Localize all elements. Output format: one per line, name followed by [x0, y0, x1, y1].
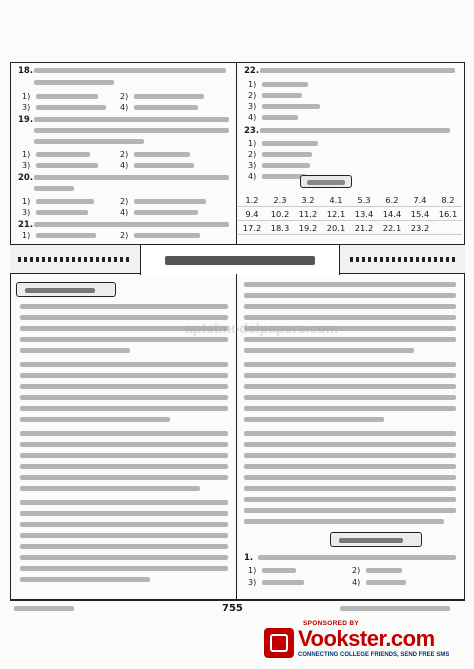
- option-text: [134, 233, 200, 238]
- body-text-line: [20, 500, 228, 505]
- sponsor-tagline: CONNECTING COLLEGE FRIENDS, SEND FREE SMS: [298, 652, 450, 658]
- option-text: [366, 580, 406, 585]
- body-text-line: [244, 282, 456, 287]
- body-text-line: [244, 417, 384, 422]
- body-text-line: [20, 304, 228, 309]
- answer-key: [238, 185, 462, 237]
- option-text: [262, 115, 298, 120]
- option-label: 1): [248, 566, 257, 575]
- body-text-line: [244, 304, 456, 309]
- body-text-line: [20, 566, 228, 571]
- vookster-logo-icon: [264, 628, 294, 658]
- answer-key-cell: [434, 221, 462, 235]
- option-label: 1): [22, 197, 31, 206]
- column-divider: [236, 62, 237, 244]
- body-text-line: [20, 544, 228, 549]
- option-text: [134, 163, 194, 168]
- page-number: 755: [222, 603, 243, 614]
- body-text-line: [20, 442, 228, 447]
- answer-key-cell: 7.4: [406, 193, 434, 207]
- body-text-line: [20, 522, 228, 527]
- question-text-line: [34, 68, 226, 73]
- body-text-line: [20, 475, 228, 480]
- section-title-text: [165, 256, 315, 265]
- question-number: 18.: [18, 66, 34, 76]
- answer-key-cell: 13.4: [350, 207, 378, 221]
- answer-key-cell: 21.2: [350, 221, 378, 235]
- answer-key-heading: [300, 175, 352, 188]
- option-text: [134, 94, 204, 99]
- band-decoration: [18, 257, 130, 262]
- option-text: [36, 199, 94, 204]
- watermark-text: aptetmodelpapers.com: [185, 320, 339, 336]
- body-text-line: [20, 348, 130, 353]
- answer-key-cell: 3.2: [294, 193, 322, 207]
- option-text: [262, 141, 318, 146]
- body-text-line: [244, 395, 456, 400]
- answer-key-cell: 1.2: [238, 193, 266, 207]
- option-label: 4): [120, 103, 129, 112]
- option-text: [262, 104, 320, 109]
- sponsor-brand[interactable]: Vookster.com: [298, 626, 435, 651]
- practice-question-number: 1.: [244, 553, 254, 563]
- answer-key-cell: 12.1: [322, 207, 350, 221]
- question-text-line: [34, 175, 229, 180]
- option-label: 1): [248, 139, 257, 148]
- practice-heading-text: [339, 538, 403, 543]
- option-label: 3): [248, 578, 257, 587]
- option-label: 2): [248, 91, 257, 100]
- footer-rule: [10, 600, 465, 601]
- option-text: [262, 82, 308, 87]
- subsection-heading-text: [25, 288, 95, 293]
- band-decoration: [350, 257, 456, 262]
- question-text-line: [34, 117, 229, 122]
- option-text: [262, 568, 296, 573]
- body-text-line: [20, 373, 228, 378]
- option-label: 3): [22, 103, 31, 112]
- answer-key-cell: 4.1: [322, 193, 350, 207]
- answer-key-cell: 6.2: [378, 193, 406, 207]
- option-label: 1): [22, 92, 31, 101]
- body-text-line: [244, 453, 456, 458]
- body-text-line: [20, 417, 170, 422]
- option-text: [262, 93, 302, 98]
- option-label: 1): [22, 231, 31, 240]
- question-text-line: [260, 128, 450, 133]
- option-text: [36, 210, 88, 215]
- body-text-line: [244, 406, 456, 411]
- body-text-line: [20, 431, 228, 436]
- answer-key-cell: 17.2: [238, 221, 266, 235]
- footer-left-text: [14, 606, 74, 611]
- body-text-line: [20, 486, 200, 491]
- body-text-line: [244, 362, 456, 367]
- answer-key-cell: 11.2: [294, 207, 322, 221]
- sponsor-label: SPONSORED BY: [303, 620, 359, 627]
- option-text: [134, 199, 206, 204]
- body-text-line: [244, 508, 456, 513]
- question-text-line: [260, 68, 455, 73]
- body-text-line: [244, 373, 456, 378]
- answer-key-cell: 10.2: [266, 207, 294, 221]
- body-text-line: [244, 519, 444, 524]
- body-text-line: [20, 453, 228, 458]
- body-text-line: [20, 577, 150, 582]
- option-text: [36, 105, 106, 110]
- option-text: [134, 105, 198, 110]
- option-text: [134, 210, 198, 215]
- option-text: [262, 163, 310, 168]
- answer-key-row: [238, 193, 462, 207]
- question-text-line: [34, 139, 144, 144]
- body-text-line: [244, 464, 456, 469]
- option-text: [262, 152, 312, 157]
- answer-key-cell: 16.1: [434, 207, 462, 221]
- body-text-line: [244, 497, 456, 502]
- option-label: 4): [352, 578, 361, 587]
- option-label: 2): [120, 231, 129, 240]
- body-text-line: [244, 442, 456, 447]
- option-label: 3): [248, 161, 257, 170]
- answer-key-cell: 5.3: [350, 193, 378, 207]
- footer-right-text: [340, 606, 450, 611]
- body-text-line: [244, 431, 456, 436]
- option-label: 4): [248, 172, 257, 181]
- option-label: 3): [248, 102, 257, 111]
- answer-key-row: [238, 221, 462, 235]
- body-text-line: [20, 384, 228, 389]
- question-text-line: [34, 186, 74, 191]
- body-text-line: [244, 475, 456, 480]
- option-label: 2): [120, 197, 129, 206]
- option-label: 3): [22, 208, 31, 217]
- practice-question-text: [258, 555, 456, 560]
- question-text-line: [34, 222, 229, 227]
- body-text-line: [244, 384, 456, 389]
- option-text: [36, 152, 90, 157]
- body-text-line: [20, 362, 228, 367]
- section-title: [140, 245, 340, 275]
- body-text-line: [20, 464, 228, 469]
- answer-key-row: [238, 207, 462, 221]
- option-label: 1): [22, 150, 31, 159]
- option-label: 2): [120, 150, 129, 159]
- option-text: [36, 163, 98, 168]
- body-text-line: [244, 486, 456, 491]
- body-text-line: [20, 555, 228, 560]
- answer-key-cell: 18.3: [266, 221, 294, 235]
- answer-key-cell: 14.4: [378, 207, 406, 221]
- option-label: 2): [352, 566, 361, 575]
- option-text: [262, 580, 304, 585]
- watermark: [185, 320, 339, 350]
- option-label: 2): [248, 150, 257, 159]
- question-number: 23.: [244, 126, 260, 136]
- option-label: 4): [120, 208, 129, 217]
- sponsor-banner[interactable]: [258, 620, 468, 664]
- option-label: 1): [248, 80, 257, 89]
- answer-key-cell: 8.2: [434, 193, 462, 207]
- option-label: 3): [22, 161, 31, 170]
- answer-key-cell: 22.1: [378, 221, 406, 235]
- section-title-band: [10, 244, 465, 274]
- option-text: [366, 568, 402, 573]
- answer-key-cell: 20.1: [322, 221, 350, 235]
- subsection-heading: [16, 282, 116, 297]
- question-number: 21.: [18, 220, 34, 230]
- option-text: [36, 94, 98, 99]
- body-text-line: [20, 533, 228, 538]
- answer-key-heading-text: [307, 180, 345, 185]
- question-text-line: [34, 80, 114, 85]
- question-number: 19.: [18, 115, 34, 125]
- body-text-line: [20, 395, 228, 400]
- answer-key-cell: 9.4: [238, 207, 266, 221]
- option-text: [36, 233, 96, 238]
- body-text-line: [20, 406, 228, 411]
- question-number: 20.: [18, 173, 34, 183]
- answer-key-cell: 2.3: [266, 193, 294, 207]
- option-label: 4): [120, 161, 129, 170]
- answer-key-cell: 23.2: [406, 221, 434, 235]
- option-label: 4): [248, 113, 257, 122]
- body-text-line: [20, 511, 228, 516]
- option-label: 2): [120, 92, 129, 101]
- practice-heading: [330, 532, 422, 547]
- question-text-line: [34, 128, 229, 133]
- answer-key-cell: 15.4: [406, 207, 434, 221]
- body-text-line: [244, 293, 456, 298]
- question-number: 22.: [244, 66, 260, 76]
- option-text: [134, 152, 190, 157]
- answer-key-cell: 19.2: [294, 221, 322, 235]
